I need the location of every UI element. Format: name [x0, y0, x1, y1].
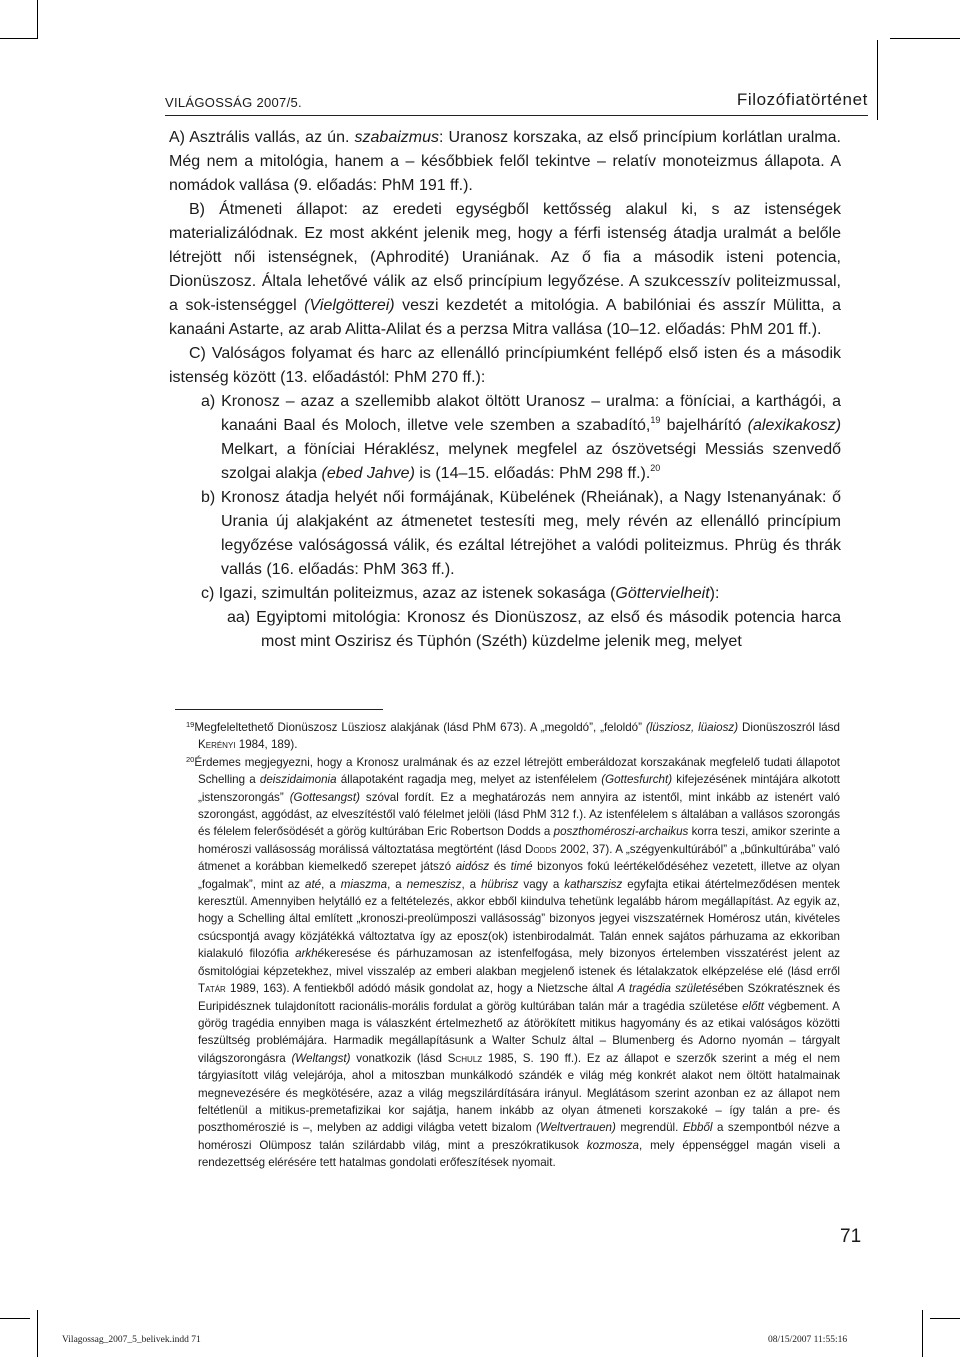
page-number: 71 — [840, 1226, 862, 1247]
paragraph-a: A) Asztrális vallás, az ún. szabaizmus: Uranosz korszaka, az első princípium korlátlan uralma. Még nem a mitológia, hanem a – későbbiek felől tekintve – relatív monoteizmus állapota. A nomádok vallása (9. előadás: PhM 191 ff.). — [169, 129, 841, 194]
crop-mark — [930, 1318, 960, 1319]
crop-mark — [877, 40, 878, 120]
header-rule — [165, 115, 868, 116]
section-title: Filozófiatörténet — [736, 90, 868, 109]
footnote-ref-19[interactable]: 19 — [650, 415, 661, 425]
journal-name: VILÁGOSSÁG 2007/5. — [165, 95, 302, 110]
item-aa: aa) Egyiptomi mitológia: Kronosz és Dionüszosz, az első és második potencia harca most mint Oszirisz és Tüphón (Széth) küzdelme jelenik meg, melyet — [227, 609, 841, 650]
slug-filename: Vilagossag_2007_5_belivek.indd 71 — [62, 1335, 201, 1345]
footnote-rule — [175, 709, 383, 710]
body-text — [169, 126, 841, 654]
crop-mark — [37, 1310, 38, 1357]
item-c: c) Igazi, szimultán politeizmus, azaz az istenek sokasága (Göttervielheit): — [201, 585, 720, 602]
crop-mark — [890, 38, 960, 39]
item-a: a) Kronosz – azaz a szellemibb alakot öltött Uranosz – uralma: a föníciai, a karthágói, a kanaáni Baal és Moloch, illetve vele szemben a szabadító,$^{19}$ bajelhárító (alexikakosz) Melkart, a föníciai Héraklész, melynek megfelel az ószövetségi Messiás szenvedő szolgai alakja (ebed Jahve) is (14–15. előadás: PhM 298 ff.).$^{20}$ — [201, 393, 842, 482]
crop-mark — [0, 1318, 30, 1319]
footnote-20: $^{20}$Érdemes megjegyezni, hogy a Kronosz uralmának és az ezzel létrejött emberáldozat korszakának megfelelő tudati állapotot Schelling a deiszidaimonia állapotaként ragadja meg, melyet az istenfélelem (Gottesfurcht) kifejezésének mintájára alkotott „istenszorongás” (Gottesangst) szóval fordít. Ez a meghatározás nem annyira az istentől, mint inkább az istenért való szorongást, aggódást, az elveszítéstől való félelmet jelöli (lásd PhM 312 f.). Az istenfélelem s általában a vallásos szorongás és félelem felerősödését a görög kultúrában Eric Robertson Dodds a poszthoméroszi-archaikus korra teszi, amikor szerinte a homéroszi vallásosság morálissá változtatása megtörtént (lásd Dodds 2002, 37). A „szégyenkultúrából” a „bűnkultúrába” való átmenet a korábban kiemelkedő szerepet játszó aidósz és timé bizonyos fokú leértékelődéséhez vezetett, illetve az olyan „fogalmak”, mint az até, a miaszma, a nemeszisz, a hübrisz vagy a katharszisz egyfajta etikai átértelmeződésen mentek keresztül. Amennyiben helytálló ez a feltételezés, akkor ebből kiindulva tehetünk legalább három megállapítást. Az egyik az, hogy a Schelling által említett „kronoszi-preolümposzi vallásosság” bizonyos jegyei viszszatérnek Homérosz után, kivételes csúcspontjá avagy közjátékká változtatva így az eposz(ok) istenbirodalmát. Talán ennek sajátos párhuzama az ekkoriban kialakuló filozófia arkhékeresése és párhuzamosan az istenfelfogása, mely bizonyos értelemben visszatérést jelent az ősmitológiai képzetekhez, mivel visszalép az emberi alakban megjelenő istenek és létalakzatok elképzelése elé (lásd erről Tatár 1989, 163). A fentiekből adódó másik gondolat az, hogy a Nietzsche által A tragédia születésében Szókratésznek és Euripidésznek tulajdonított racionális-morális fordulat a görög kultúrában talán már a tragédia születése előtt végbement. A görög tragédia ennyiben maga is válaszként értelmezhető az átörökített mitikus hagyomány és az etikai valóságos közötti feszültség problémájára. Harmadik megállapításunk a Walter Schulz által – Blumenberg és Adorno nyomán – tárgyalt világszorongásra (Weltangst) vonatkozik (lásd Schulz 1985, S. 190 ff.). Ez az állapot e szerzők szerint a még el nem tárgyiasított világ velejárója, ahol a mitoszban munkálkodó szándék e világ még konkrét alakot nem öltött hatalmainak megnevezésére és megkötésére, azaz a világ megszilárdítására irányul. Meglátásom szerint azonban ez az állapot nem feltétlenül a mitikus-premetafizikai kor sajátja, hanem inkább az olyan átmeneti korszakoké – így talán a pre- és poszthoméroszié is –, melyben az addigi világba vetett bizalom (Weltvertrauen) megrendül. Ebből a szempontból nézve a homéroszi Olümposz talán szilárdabb világ, mint a preszókratikusok kozmosza, mely éppenséggel magán viseli a rendezettség elérésére tett hatalmas gondolati erőfeszítések nyomait. — [186, 754, 841, 1170]
crop-mark — [922, 1310, 923, 1357]
crop-mark — [37, 0, 38, 38]
crop-mark — [0, 38, 38, 39]
paragraph-b: B) Átmeneti állapot: az eredeti egységből kettősség alakul ki, s az istenségek materializálódnak. Ez most akként jelenik meg, hogy a férfi istenség átadja uralmát a belőle létrejött női istenségnek, (Aphrodité) Uraniának. Az ő fia a második isteni potencia, Dionüszosz. Általa lehetővé válik az első princípium legyőzése. A szukcesszív politeizmussal, a sok-istenséggel (Vielgötterei) veszi kezdetét a mitológia. A babilóniai és asszír Mülitta, a kanaáni Astarte, az arab Alitta-Alilat és a perzsa Mitra vallása (10–12. előadás: PhM 201 ff.). — [169, 201, 841, 338]
footnotes — [186, 719, 840, 1172]
footnote-ref-20[interactable]: 20 — [650, 463, 661, 473]
paragraph-c: C) Valóságos folyamat és harc az ellenálló princípiumként fellépő első isten és a második istenség között (13. előadástól: PhM 270 ff.): — [169, 345, 841, 386]
slug-datetime: 08/15/2007 11:55:16 — [768, 1335, 848, 1345]
item-b: b) Kronosz átadja helyét női formájának, Kübelének (Rheiának), a Nagy Istenanyának: ő Urania új alakjaként az átmenetet testesíti meg, mely révén az ellenálló princípium legyőzése valóságossá válik, és ezáltal létrejöhet a valódi politeizmus. Phrüg és thrák vallás (16. előadás: PhM 363 ff.). — [201, 489, 841, 578]
footnote-19: $^{19}$Megfeleltethető Dionüszosz Lüsziosz alakjának (lásd PhM 673). A „megoldó”, „feloldó” (lüsziosz, lüaiosz) Dionüszoszról lásd Kerényi 1984, 189). — [186, 720, 840, 752]
